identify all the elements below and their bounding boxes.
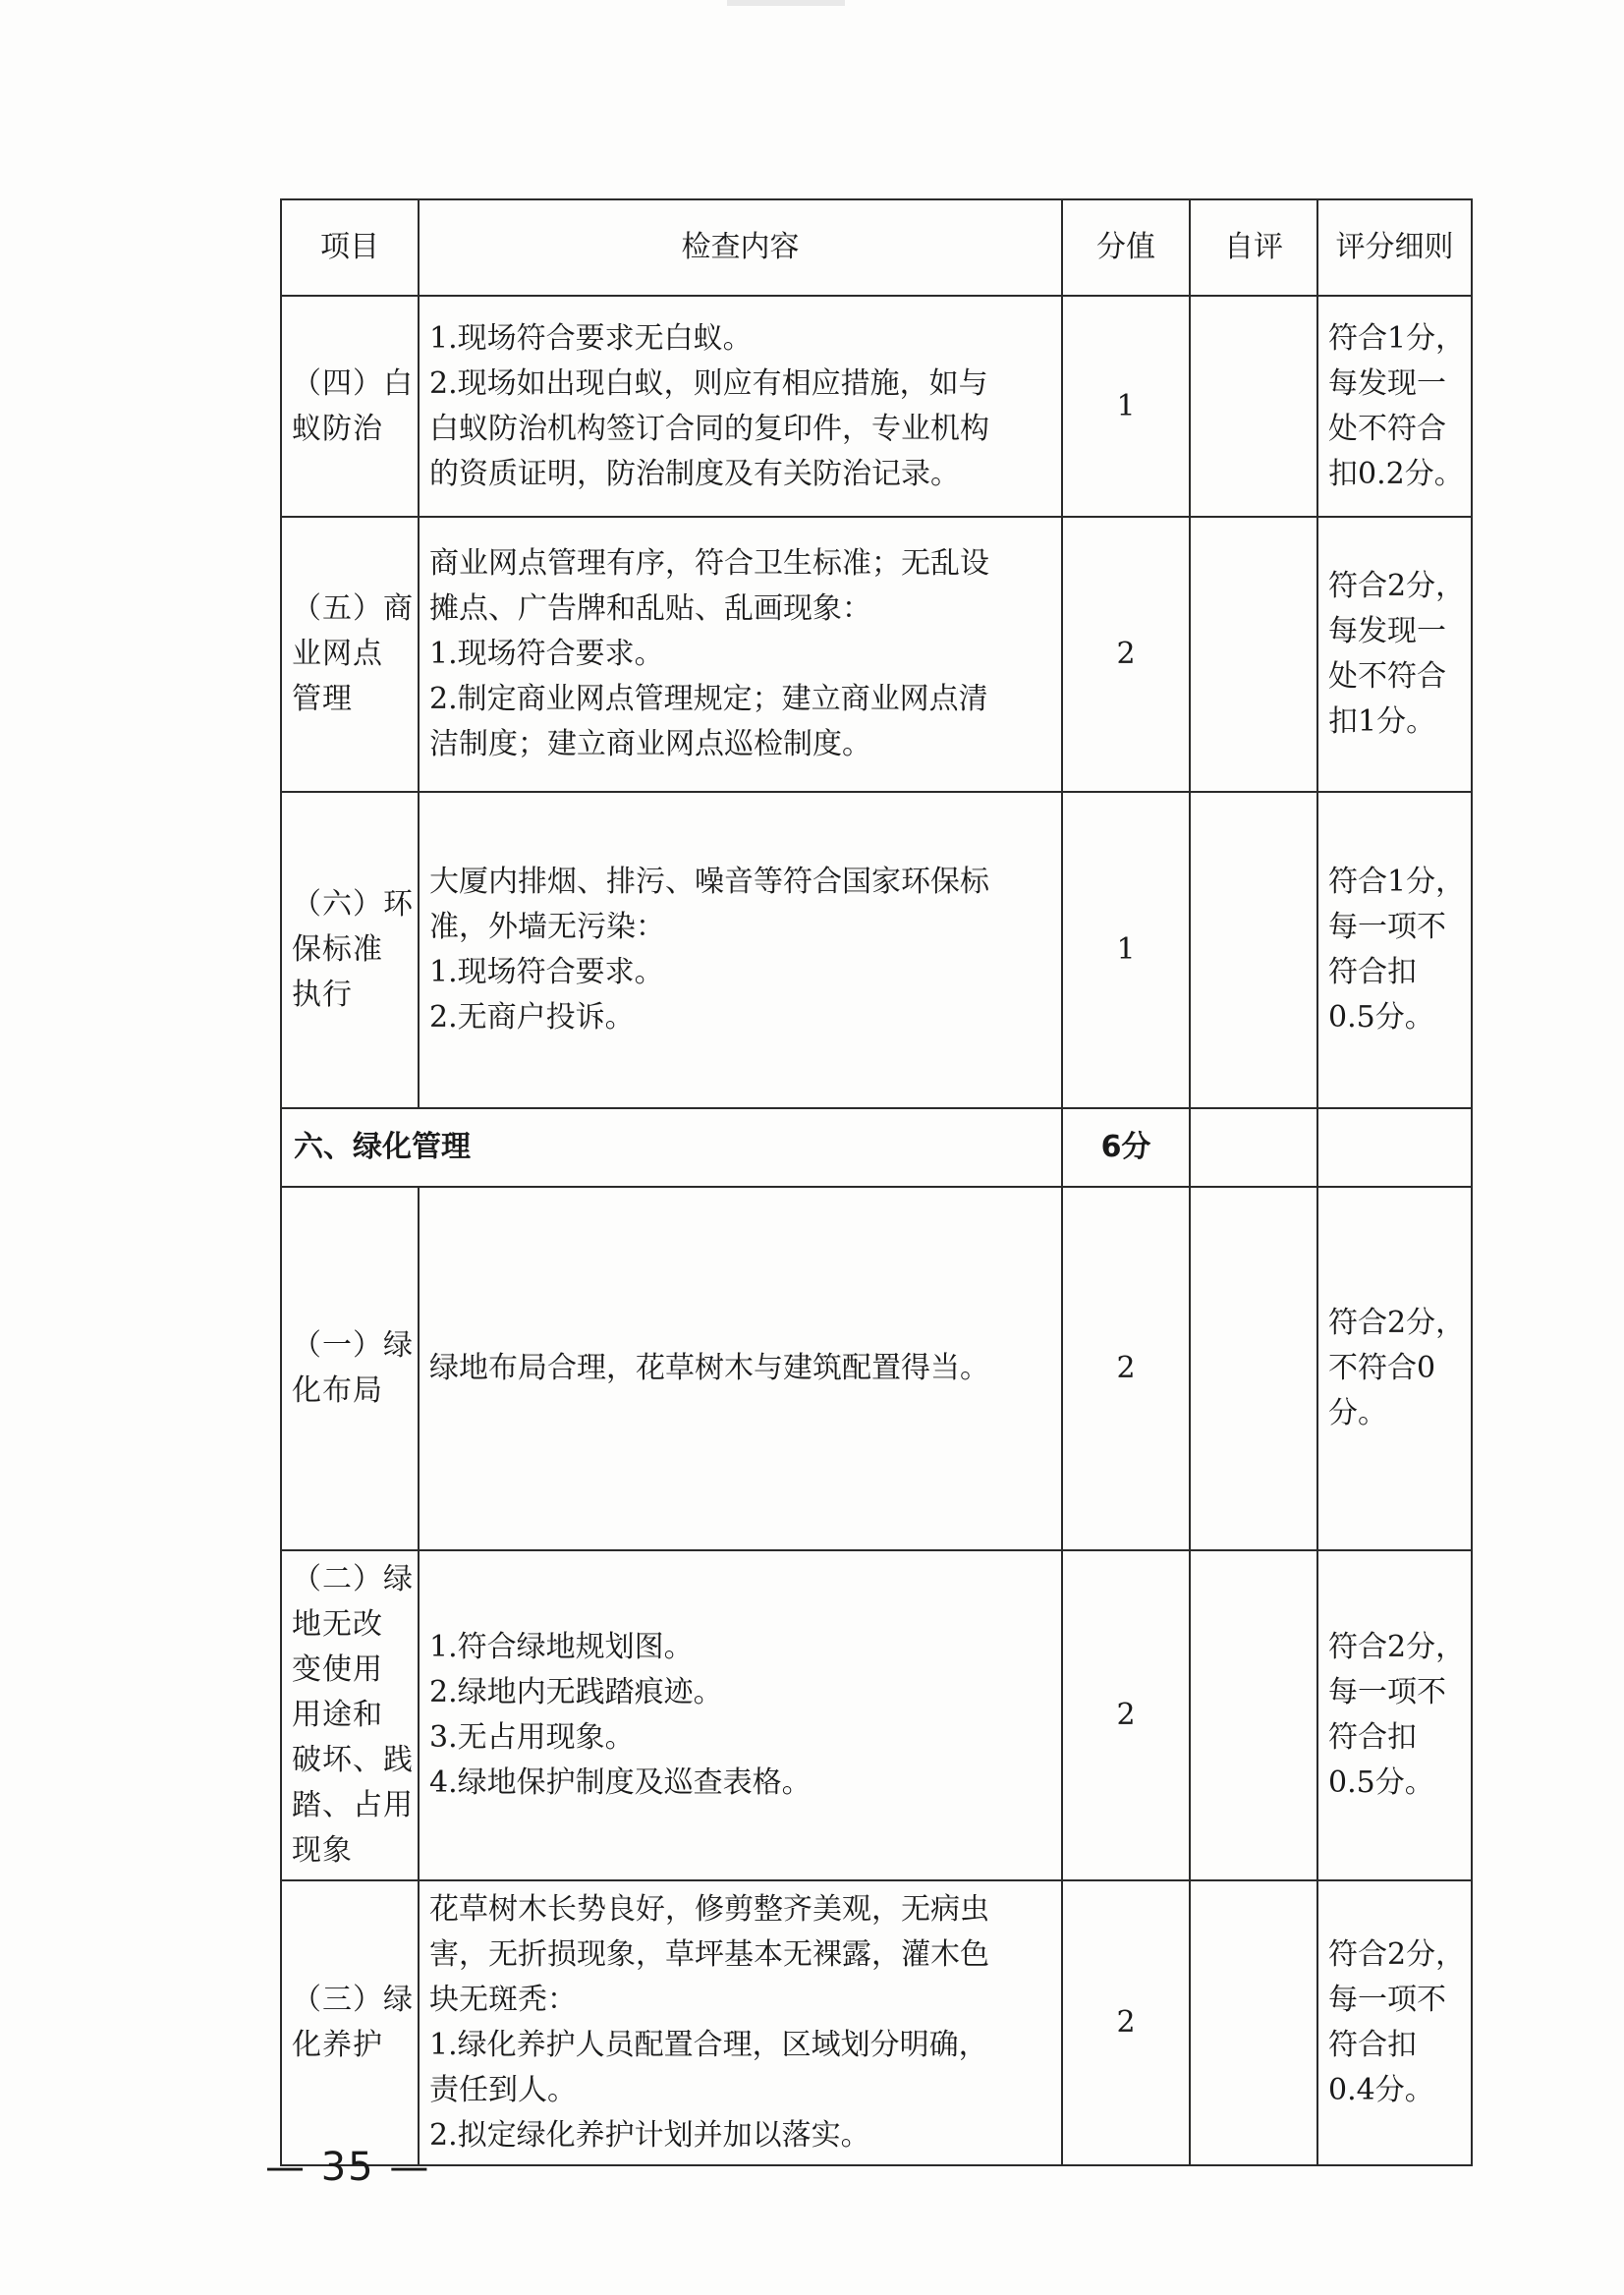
row-self-eval[interactable]: [1190, 1550, 1317, 1880]
row-score: 2: [1062, 1550, 1190, 1880]
row-detail: 符合1分， 每一项不 符合扣 0.5分。: [1317, 792, 1472, 1108]
header-content: 检查内容: [419, 199, 1062, 296]
row-detail: 符合2分， 每一项不 符合扣 0.4分。: [1317, 1880, 1472, 2165]
row-score: 2: [1062, 1880, 1190, 2165]
row-self-eval[interactable]: [1190, 517, 1317, 792]
table-row: [281, 517, 1472, 792]
header-detail: 评分细则: [1317, 199, 1472, 296]
row-item: （二）绿 地无改 变使用 用途和 破坏、践 踏、占用 现象: [281, 1550, 419, 1880]
section-self-eval[interactable]: [1190, 1108, 1317, 1187]
row-score: 2: [1062, 517, 1190, 792]
row-detail: 符合2分， 不符合0 分。: [1317, 1187, 1472, 1550]
row-self-eval[interactable]: [1190, 1880, 1317, 2165]
row-score: 1: [1062, 296, 1190, 517]
row-item: （五）商 业网点 管理: [281, 517, 419, 792]
row-content: 商业网点管理有序，符合卫生标准；无乱设 摊点、广告牌和乱贴、乱画现象： 1.现场符合要求。 2.制定商业网点管理规定；建立商业网点清 洁制度；建立商业网点巡检制度。: [419, 517, 1062, 792]
row-detail: 符合2分， 每一项不 符合扣 0.5分。: [1317, 1550, 1472, 1880]
section-score: 6分: [1062, 1108, 1190, 1187]
row-self-eval[interactable]: [1190, 1187, 1317, 1550]
header-item: 项目: [281, 199, 419, 296]
row-detail: 符合1分， 每发现一 处不符合 扣0.2分。: [1317, 296, 1472, 517]
section-row: [281, 1108, 1472, 1187]
row-content: 大厦内排烟、排污、噪音等符合国家环保标 准，外墙无污染： 1.现场符合要求。 2.无商户投诉。: [419, 792, 1062, 1108]
row-item: （三）绿 化养护: [281, 1880, 419, 2165]
row-item: （一）绿 化布局: [281, 1187, 419, 1550]
row-content: 绿地布局合理，花草树木与建筑配置得当。: [419, 1187, 1062, 1550]
row-score: 2: [1062, 1187, 1190, 1550]
scoring-table: [280, 198, 1473, 2166]
row-score: 1: [1062, 792, 1190, 1108]
row-self-eval[interactable]: [1190, 792, 1317, 1108]
row-self-eval[interactable]: [1190, 296, 1317, 517]
row-content: 1.现场符合要求无白蚁。 2.现场如出现白蚁，则应有相应措施，如与 白蚁防治机构签订合同的复印件，专业机构 的资质证明，防治制度及有关防治记录。: [419, 296, 1062, 517]
table-row: [281, 1187, 1472, 1550]
page-number: — 35 —: [265, 2145, 431, 2190]
table-row: [281, 792, 1472, 1108]
scan-artifact: [727, 0, 845, 6]
table-header-row: [281, 199, 1472, 296]
row-item: （六）环 保标准 执行: [281, 792, 419, 1108]
section-title: 六、绿化管理: [281, 1108, 1062, 1187]
table-row: [281, 1550, 1472, 1880]
header-score: 分值: [1062, 199, 1190, 296]
table-row: [281, 296, 1472, 517]
row-detail: 符合2分， 每发现一 处不符合 扣1分。: [1317, 517, 1472, 792]
table-row: [281, 1880, 1472, 2165]
row-content: 花草树木长势良好，修剪整齐美观，无病虫 害，无折损现象，草坪基本无裸露，灌木色 块无斑秃： 1.绿化养护人员配置合理，区域划分明确， 责任到人。 2.拟定绿化养护计划并加以落实。: [419, 1880, 1062, 2165]
section-detail: [1317, 1108, 1472, 1187]
row-item: （四）白 蚁防治: [281, 296, 419, 517]
row-content: 1.符合绿地规划图。 2.绿地内无践踏痕迹。 3.无占用现象。 4.绿地保护制度及巡查表格。: [419, 1550, 1062, 1880]
header-self-eval: 自评: [1190, 199, 1317, 296]
